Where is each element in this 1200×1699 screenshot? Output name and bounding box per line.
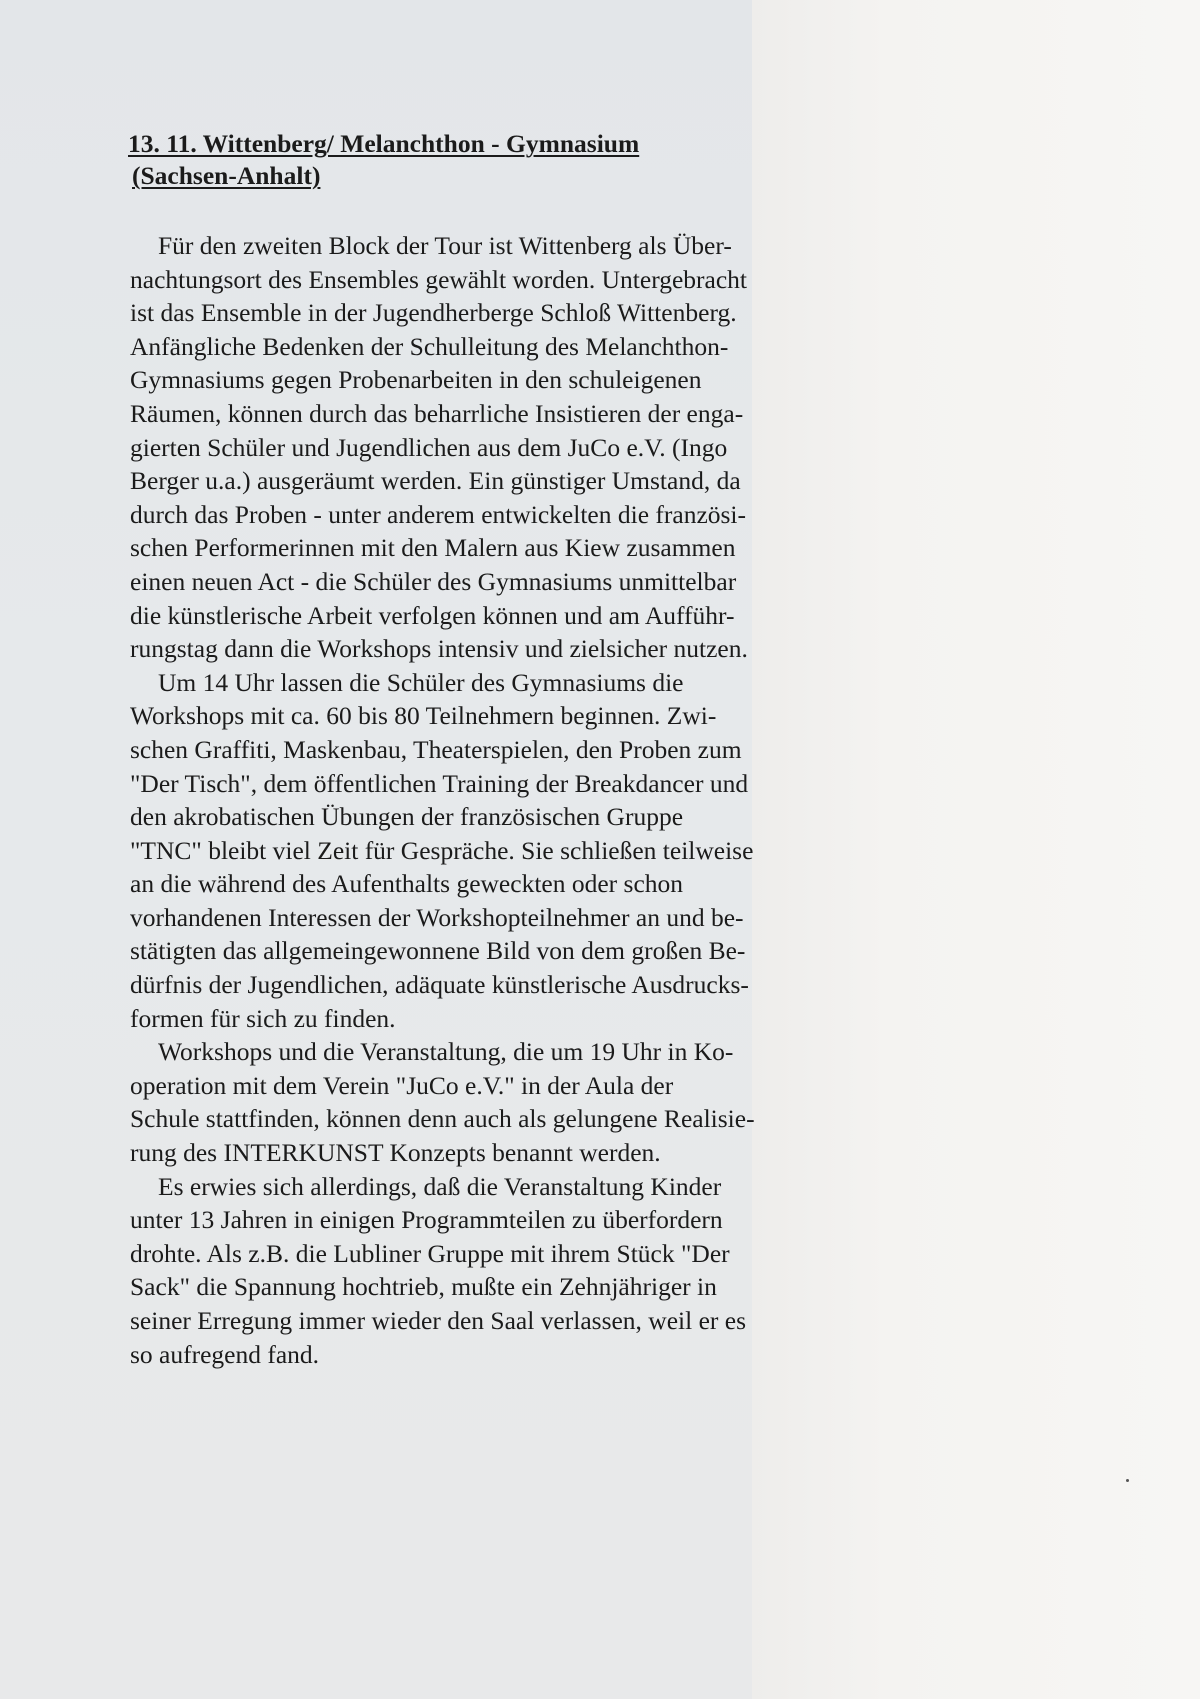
text-line: Gymnasiums gegen Probenarbeiten in den schuleigenen: [130, 365, 702, 395]
text-line: Für den zweiten Block der Tour ist Wittenberg als Über-: [158, 231, 732, 260]
text-line: Workshops mit ca. 60 bis 80 Teilnehmern beginnen. Zwi-: [130, 701, 717, 731]
text-line: vorhandenen Interessen der Workshopteilnehmer an und be-: [130, 902, 744, 932]
heading-line-2: (Sachsen-Anhalt): [132, 161, 321, 190]
text-line: Workshops und die Veranstaltung, die um 19 Uhr in Ko-: [158, 1037, 734, 1067]
text-line: Anfängliche Bedenken der Schulleitung des Melanchthon-: [130, 331, 729, 361]
text-line: operation mit dem Verein "JuCo e.V." in der Aula der: [130, 1070, 674, 1100]
text-line: so aufregend fand.: [130, 1339, 320, 1369]
text-line: Um 14 Uhr lassen die Schüler des Gymnasiums die: [158, 667, 684, 697]
text-line: formen für sich zu finden.: [130, 1003, 396, 1033]
text-line: Berger u.a.) ausgeräumt werden. Ein günstiger Umstand, da: [130, 466, 741, 496]
text-line: stätigten das allgemeingewonnene Bild von dem großen Be-: [130, 936, 746, 966]
body-text: [130, 229, 870, 1371]
text-line: an die während des Aufenthalts geweckten oder schon: [130, 869, 684, 899]
text-line: schen Graffiti, Maskenbau, Theaterspielen, den Proben zum: [130, 734, 742, 764]
text-line: gierten Schüler und Jugendlichen aus dem JuCo e.V. (Ingo: [130, 432, 728, 462]
text-line: einen neuen Act - die Schüler des Gymnasiums unmittelbar: [130, 566, 737, 596]
text-line: den akrobatischen Übungen der französischen Gruppe: [130, 802, 684, 832]
text-line: dürfnis der Jugendlichen, adäquate künstlerische Ausdrucks-: [130, 970, 749, 1000]
text-line: "TNC" bleibt viel Zeit für Gespräche. Sie schließen teilweise: [130, 835, 754, 865]
text-line: unter 13 Jahren in einigen Programmteilen zu überfordern: [130, 1205, 723, 1235]
text-line: Sack" die Spannung hochtrieb, mußte ein Zehnjähriger in: [130, 1272, 717, 1302]
text-line: Räumen, können durch das beharrliche Insistieren der enga-: [130, 398, 744, 428]
text-line: "Der Tisch", dem öffentlichen Training der Breakdancer und: [130, 768, 749, 798]
text-line: ist das Ensemble in der Jugendherberge Schloß Wittenberg.: [130, 298, 737, 328]
text-line: schen Performerinnen mit den Malern aus Kiew zusammen: [130, 533, 736, 563]
text-line: Schule stattfinden, können denn auch als gelungene Realisie-: [130, 1104, 755, 1134]
text-line: nachtungsort des Ensembles gewählt worden. Untergebracht: [130, 264, 748, 294]
text-line: rung des INTERKUNST Konzepts benannt werden.: [130, 1138, 661, 1168]
text-line: rungstag dann die Workshops intensiv und zielsicher nutzen.: [130, 634, 748, 664]
heading-line-1: 13. 11. Wittenberg/ Melanchthon - Gymnasium: [128, 129, 640, 158]
text-line: die künstlerische Arbeit verfolgen können und am Aufführ-: [130, 600, 735, 630]
text-line: Es erwies sich allerdings, daß die Veranstaltung Kinder: [158, 1171, 722, 1201]
section-heading: [128, 128, 639, 192]
text-line: drohte. Als z.B. die Lubliner Gruppe mit ihrem Stück "Der: [130, 1238, 730, 1268]
text-line: durch das Proben - unter anderem entwickelten die französi-: [130, 499, 747, 529]
text-line: seiner Erregung immer wieder den Saal verlassen, weil er es: [130, 1306, 747, 1335]
ink-speck: [1126, 1479, 1129, 1482]
